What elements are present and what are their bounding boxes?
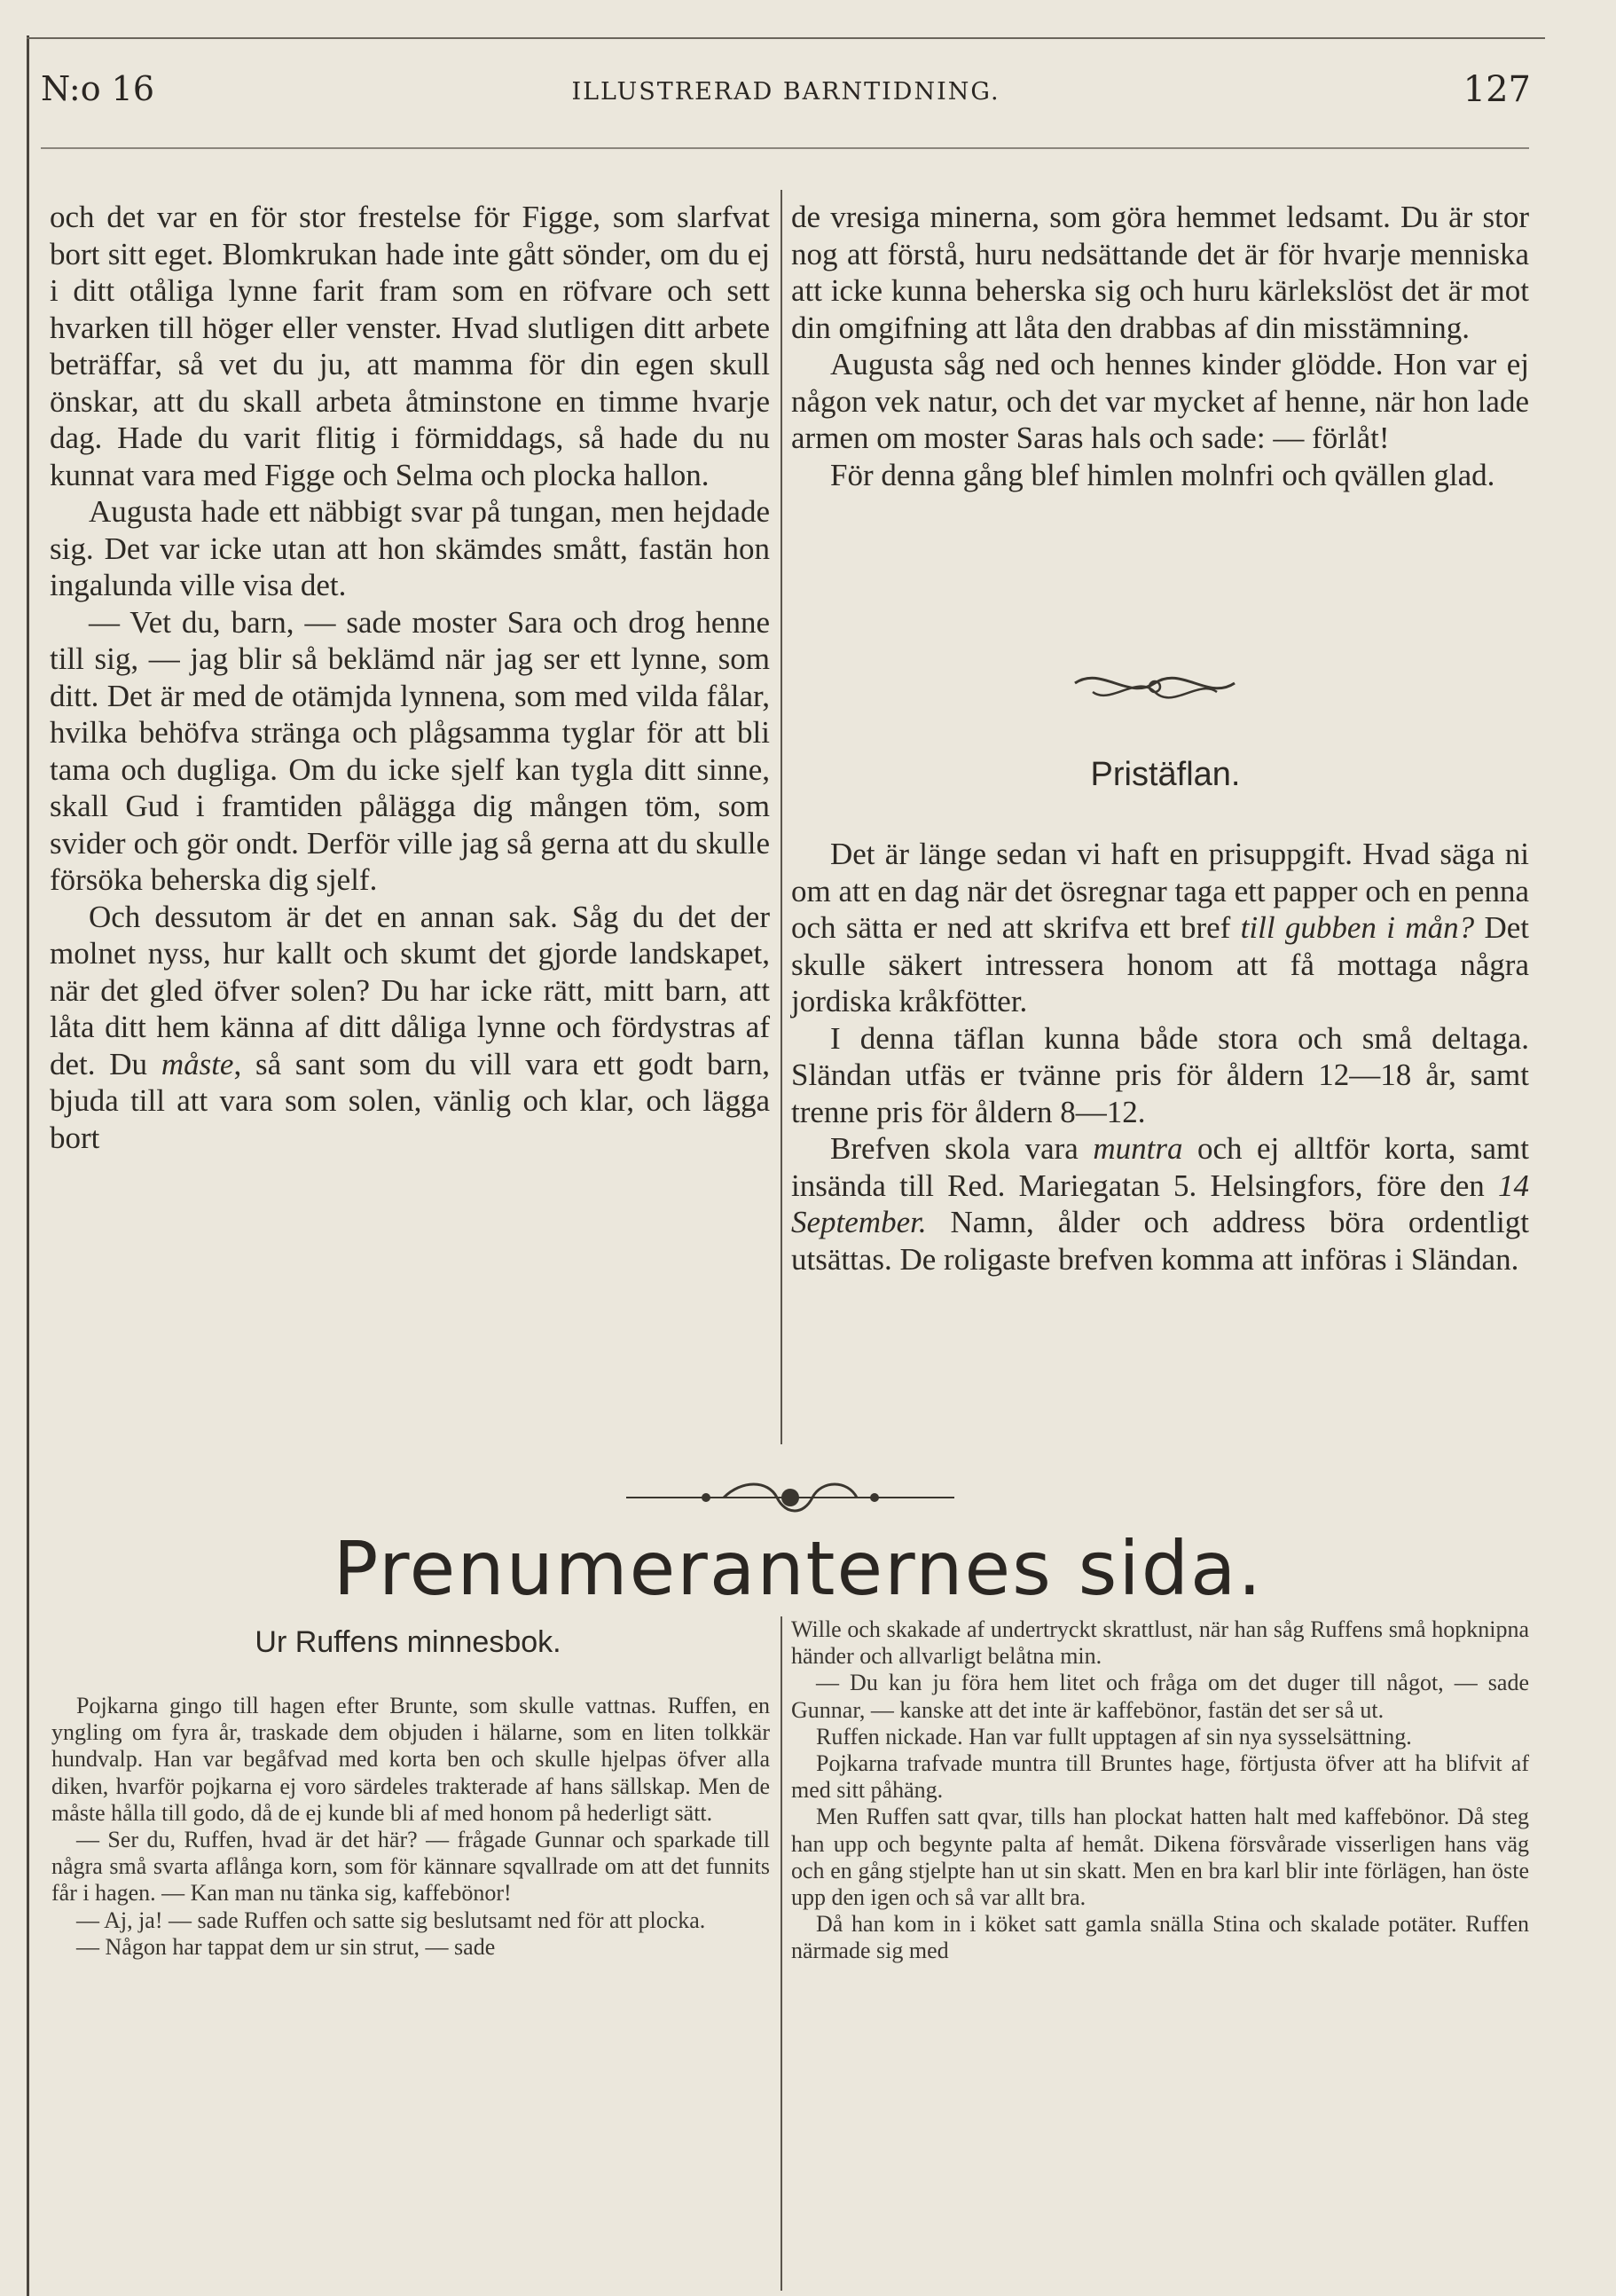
paragraph: Då han kom in i köket satt gamla snälla Stina och skalade potäter. Ruffen närmade sig med [791, 1911, 1529, 1964]
section-banner: Prenumeranternes sida. [333, 1525, 1264, 1612]
emphasis: måste [161, 1046, 234, 1081]
paragraph: och det var en för stor frestelse för Figge, som slarfvat bort sitt eget. Blomkrukan hade inte gått sönder, om du ej i ditt otåliga lynne farit fram som en röfvare och sett hvarken till höger eller venster. Hvad slutligen ditt arbete beträffar, så vet du ju, att mamma för din egen skull önskar, att du skall arbeta åtminstone en timme hvarje dag. Hade du varit flitig i förmiddags, så hade du nu kunnat vara med Figge och Selma och plocka hallon. [50, 200, 770, 492]
paragraph: Men Ruffen satt qvar, tills han plockat hatten halt med kaffebönor. Då steg han upp och begynte palta af hemåt. Dikena försvårade visserligen hans väg och en gång stjelpte han ut sin skatt. Men en bra karl blir inte förlägen, han öste upp den igen och så var allt bra. [791, 1804, 1529, 1911]
paragraph: Och dessutom är det en annan sak. Såg du det der molnet nyss, hur kallt och skumt det gjorde landskapet, när det gled öfver solen? Du har icke rätt, mitt barn, att låta ditt hem känna af ditt dåliga lynne och fördystras af det. Du måste, så sant som du vill vara ett godt barn, bjuda till att vara som solen, vänlig och klar, och lägga bort [50, 899, 770, 1155]
divider-ornament [617, 1473, 963, 1522]
paragraph: — Vet du, barn, — sade moster Sara och drog henne till sig, — jag blir så beklämd när jag ser ett lynne, som ditt. Det är med de otämjda lynnena, som med vilda fålar, hvilka behöfva stränga och plågsamma tyglar för att bli tama och dugliga. Om du icke sjelf kan tygla ditt sinne, skall Gud i framtiden pålägga dig mången töm, som svider och gör ondt. Derför ville jag så gerna att du skulle försöka beherska dig sjelf. [50, 604, 770, 897]
paragraph: I denna täflan kunna både stora och små deltaga. Sländan utfäs er tvänne pris för åldern 12—18 år, samt trenne pris för åldern 8—12. [791, 1020, 1529, 1129]
paragraph: Augusta såg ned och hennes kinder glödde. Hon var ej någon vek natur, och det var mycket af henne, när hon lade armen om moster Saras hals och sade: — förlåt! [791, 347, 1529, 455]
paragraph: Augusta hade ett näbbigt svar på tungan, men hejdade sig. Det var icke utan att hon skämdes smått, fastän hon ingalunda ville visa det. [50, 494, 770, 602]
page-border-left [27, 35, 29, 2296]
paragraph: Det är länge sedan vi haft en prisuppgift. Hvad säga ni om att en dag när det ösregnar taga ett papper och en penna och sätta er ned att skrifva ett bref till gubben i mån? Det skulle säkert intressera honom att få mottaga några jordiska kråkfötter. [791, 837, 1529, 1018]
page-header [41, 69, 1531, 122]
contest-text [791, 836, 1529, 1278]
column-divider [781, 1616, 782, 2291]
paragraph: För denna gång blef himlen molnfri och qvällen glad. [830, 457, 1495, 492]
header-rule [41, 147, 1529, 149]
issue-number: N:o 16 [41, 69, 155, 108]
column-divider [781, 190, 782, 1444]
story-right-column [791, 199, 1529, 493]
page-number: 127 [1463, 69, 1531, 110]
ruffen-left-column [51, 1693, 770, 1961]
flourish-ornament [1057, 657, 1252, 719]
paragraph: Ruffen nickade. Han var fullt upptagen af sin nya sysselsättning. [816, 1723, 1412, 1750]
paragraph: Pojkarna gingo till hagen efter Brunte, som skulle vattnas. Ruffen, en yngling om fyra år, traskade dem objuden i hälarne, som en liten tolkkär hundvalp. Han var begåfvad med korta ben och skulle hjelpas öfver alla diken, hvarför pojkarna ej voro särdeles trakterade af hans sällskap. Men de måste hålla till godo, då de ej kunde bli af med honom på hederligt sätt. [51, 1693, 770, 1826]
page-border-top [27, 37, 1545, 39]
paragraph: — Aj, ja! — sade Ruffen och satte sig beslutsamt ned för att plocka. [76, 1907, 706, 1933]
story-title: Ur Ruffens minnesbok. [255, 1625, 561, 1659]
ruffen-right-column [791, 1616, 1529, 1965]
story-left-column [50, 199, 770, 1156]
paragraph: — Någon har tappat dem ur sin strut, — sade [76, 1933, 496, 1960]
publication-title: ILLUSTRERAD BARNTIDNING. [571, 78, 1000, 106]
paragraph: Brefven skola vara muntra och ej alltför korta, samt insända till Red. Mariegatan 5. Helsingfors, före den 14 September. Namn, ålder och address böra ordentligt utsättas. De roligaste brefven komma att införas i Sländan. [791, 1131, 1530, 1277]
paragraph: — Du kan ju föra hem litet och fråga om det duger till något, — sade Gunnar, — kanske att det inte är kaffebönor, fastän det ser så ut. [791, 1670, 1529, 1723]
paragraph: Pojkarna trafvade muntra till Bruntes hage, förtjusta öfver att ha blifvit af med sitt påhäng. [791, 1750, 1529, 1804]
paragraph: Wille och skakade af undertryckt skrattlust, när han såg Ruffens små hopknipna händer och allvarligt belåtna min. [791, 1616, 1529, 1670]
contest-title: Pristäflan. [1090, 756, 1241, 793]
paragraph: de vresiga minerna, som göra hemmet ledsamt. Du är stor nog att förstå, huru nedsättande det är för hvarje menniska att icke kunna beherska sig och huru kärlekslöst det är mot din omgifning att låta den drabbas af din misstämning. [791, 200, 1529, 345]
paragraph: — Ser du, Ruffen, hvad är det här? — frågade Gunnar och sparkade till några små svarta aflånga korn, som för kännare sqvallrade om att det funnits får i hagen. — Kan man nu tänka sig, kaffebönor! [51, 1827, 770, 1907]
